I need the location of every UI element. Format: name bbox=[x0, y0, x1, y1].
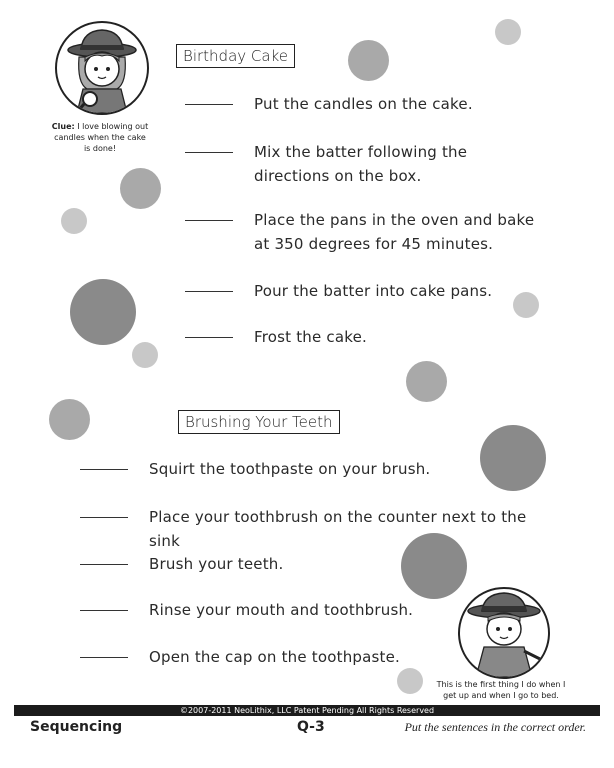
page-code: Q-3 bbox=[297, 719, 325, 735]
sentence-text: Rinse your mouth and toothbrush. bbox=[149, 601, 414, 619]
sentence-text: Put the candles on the cake. bbox=[254, 95, 473, 113]
sentence-text: Pour the batter into cake pans. bbox=[254, 282, 493, 300]
instruction-text: Put the sentences in the correct order. bbox=[404, 720, 586, 734]
decor-circle bbox=[495, 19, 521, 45]
sentence-row bbox=[185, 92, 555, 116]
sentence-row bbox=[185, 279, 555, 303]
decor-circle bbox=[49, 399, 90, 440]
decor-circle bbox=[397, 668, 423, 694]
sentence-row bbox=[80, 505, 560, 553]
copyright-band: ©2007-2011 NeoLithix, LLC Patent Pending All Rights Reserved bbox=[14, 705, 600, 716]
section-title-brushing-teeth: Brushing Your Teeth bbox=[178, 410, 340, 434]
decor-circle bbox=[348, 40, 389, 81]
decor-circle bbox=[132, 342, 158, 368]
sentence-text: Brush your teeth. bbox=[149, 555, 284, 573]
sentence-row bbox=[80, 457, 560, 481]
section-title-birthday-cake: Birthday Cake bbox=[176, 44, 295, 68]
clue-text-2: This is the first thing I do when I get up and when I go to bed. bbox=[436, 680, 566, 700]
detective-boy-avatar bbox=[458, 587, 550, 679]
answer-blank[interactable] bbox=[80, 598, 128, 611]
answer-blank[interactable] bbox=[80, 552, 128, 565]
sentence-text: Open the cap on the toothpaste. bbox=[149, 648, 401, 666]
sentence-row bbox=[80, 552, 560, 576]
sentence-row bbox=[185, 140, 555, 188]
clue-text bbox=[50, 121, 150, 154]
decor-circle bbox=[406, 361, 447, 402]
answer-blank[interactable] bbox=[185, 279, 233, 292]
answer-blank[interactable] bbox=[80, 457, 128, 470]
sentence-text: Place your toothbrush on the counter next to the sink bbox=[149, 508, 527, 550]
answer-blank[interactable] bbox=[185, 92, 233, 105]
decor-circle bbox=[120, 168, 161, 209]
decor-circle bbox=[70, 279, 136, 345]
sentence-text: Squirt the toothpaste on your brush. bbox=[149, 460, 431, 478]
answer-blank[interactable] bbox=[185, 325, 233, 338]
clue-label: Clue: bbox=[51, 122, 75, 131]
sentence-text: Mix the batter following the directions on the box. bbox=[254, 143, 468, 185]
sentence-text: Place the pans in the oven and bake at 350 degrees for 45 minutes. bbox=[254, 211, 535, 253]
sentence-row bbox=[185, 208, 555, 256]
sentence-row bbox=[185, 325, 555, 349]
sentence-text: Frost the cake. bbox=[254, 328, 367, 346]
answer-blank[interactable] bbox=[80, 505, 128, 518]
answer-blank[interactable] bbox=[185, 208, 233, 221]
answer-blank[interactable] bbox=[80, 645, 128, 658]
decor-circle bbox=[61, 208, 87, 234]
detective-girl-avatar bbox=[55, 21, 149, 115]
worksheet-subject: Sequencing bbox=[30, 719, 123, 735]
answer-blank[interactable] bbox=[185, 140, 233, 153]
clue-body: I love blowing out candles when the cake is done! bbox=[54, 122, 149, 153]
